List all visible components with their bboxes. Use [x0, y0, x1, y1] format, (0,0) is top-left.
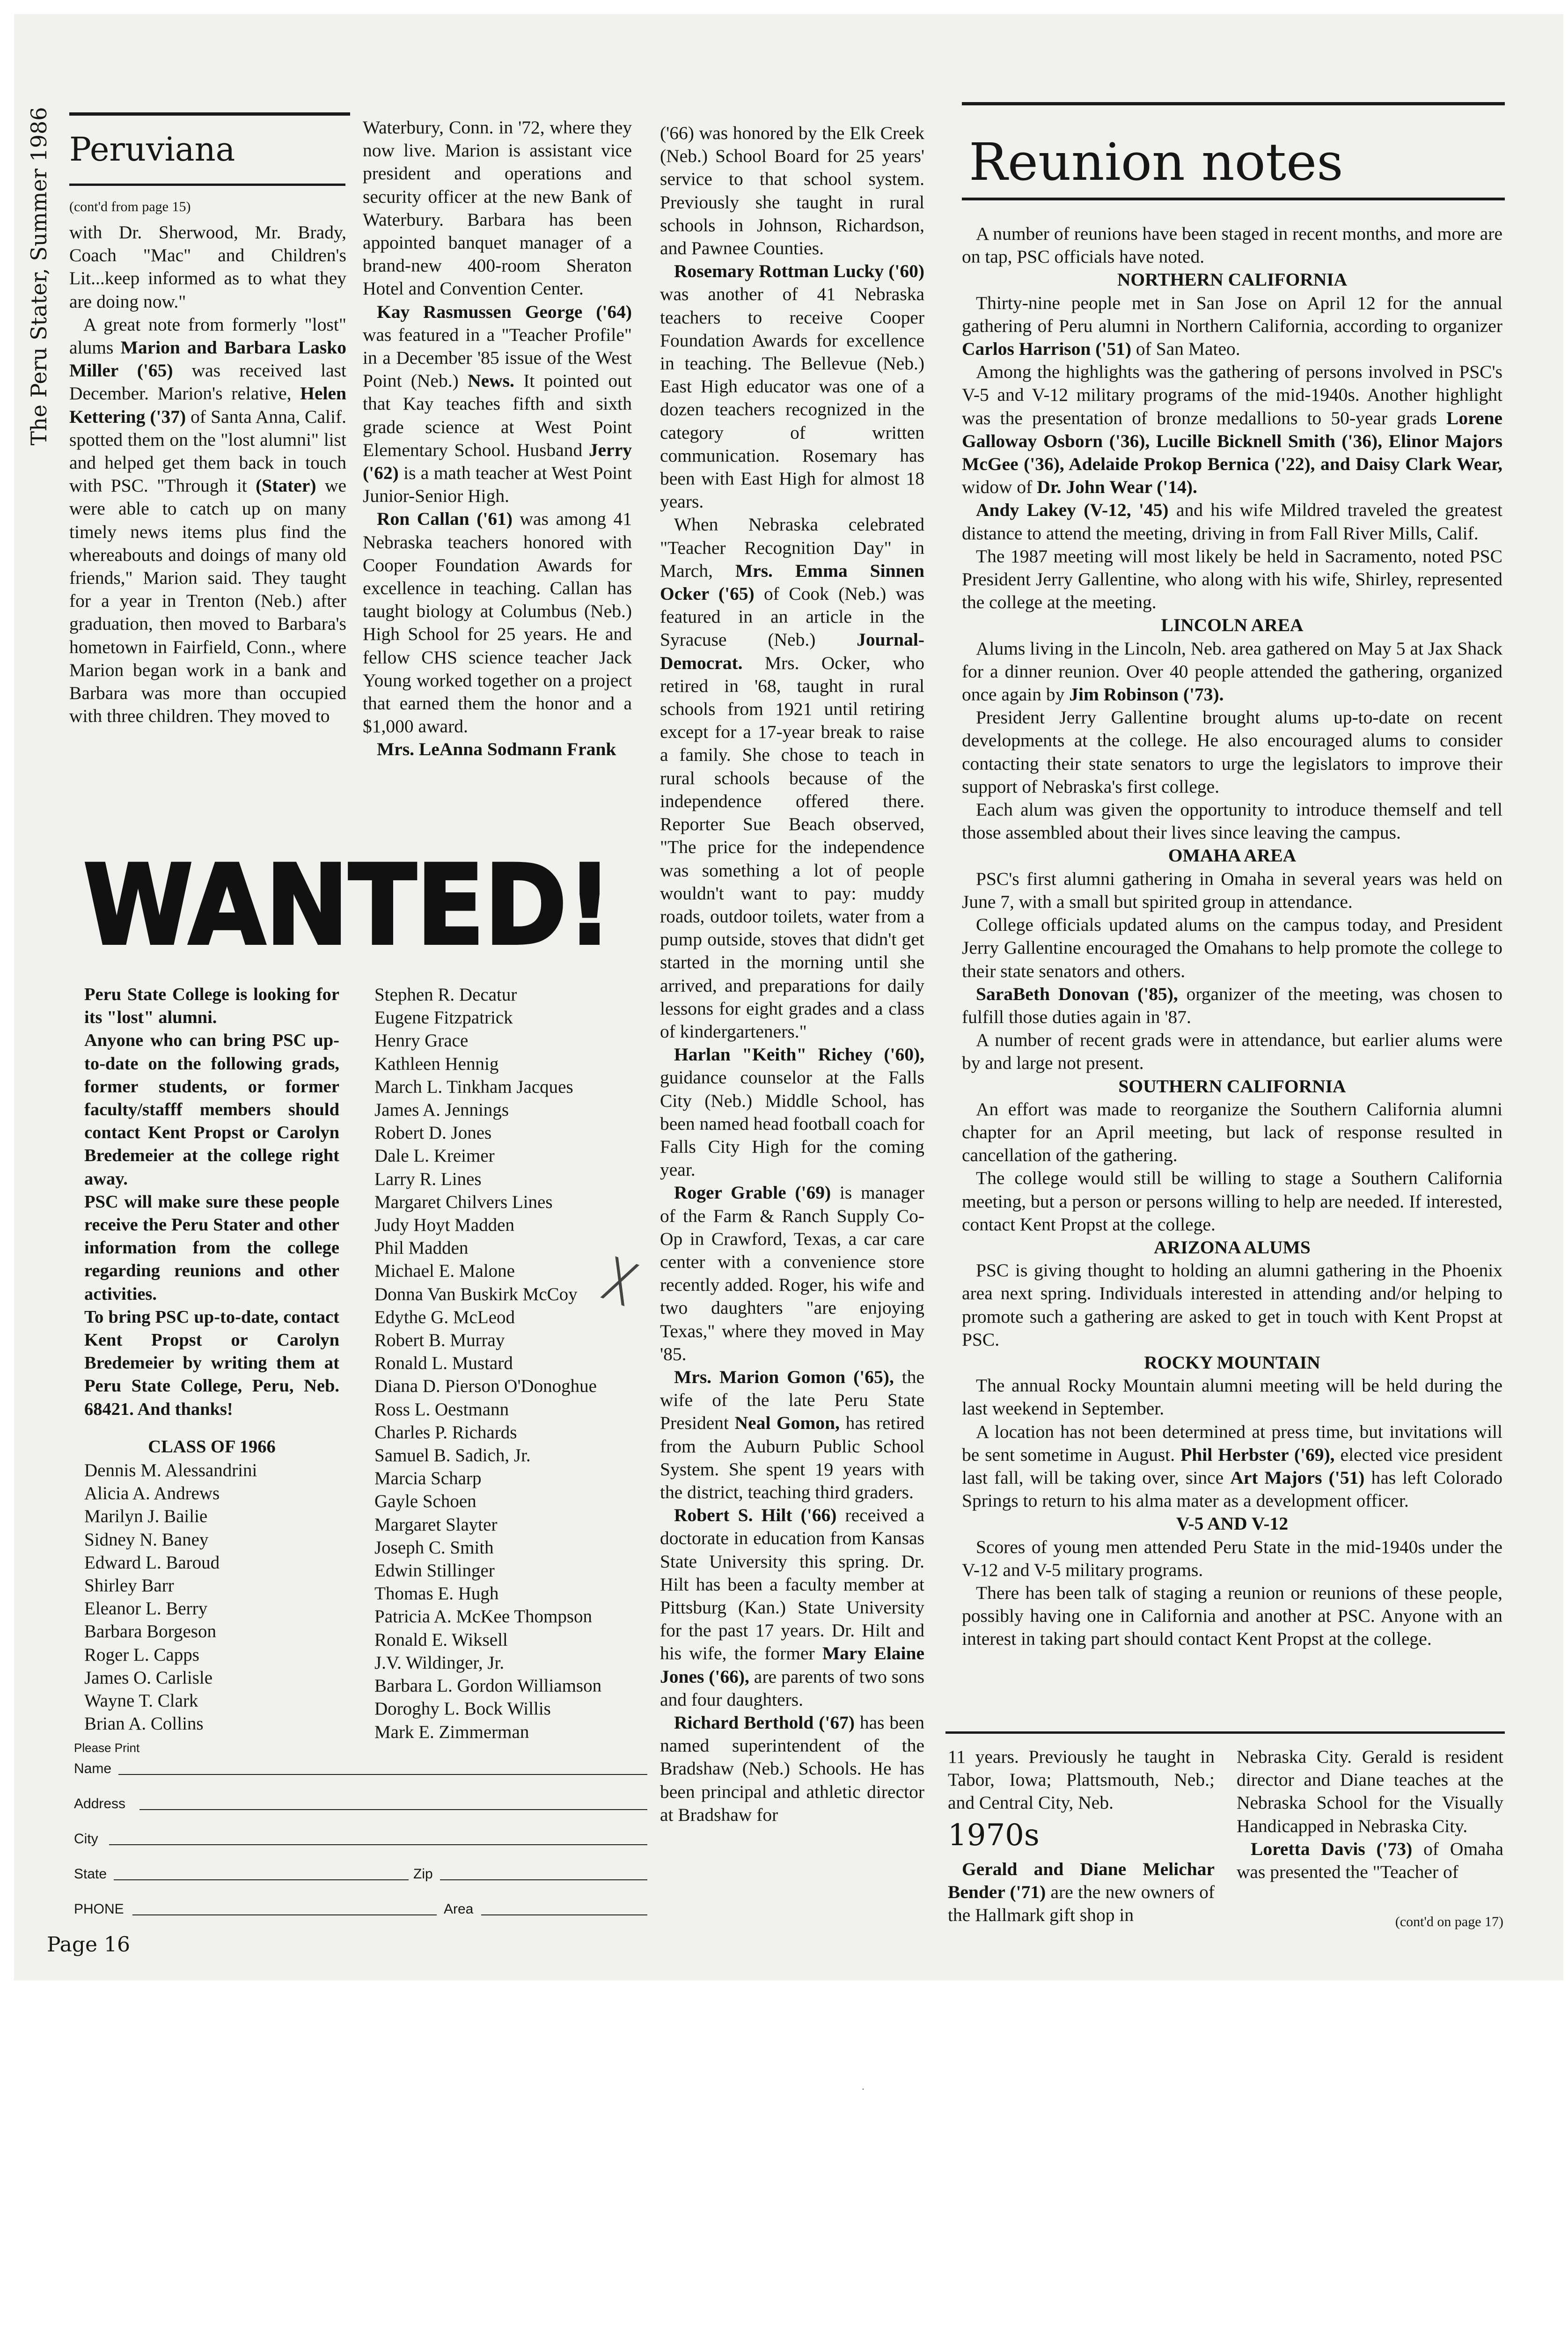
state-zip-row [74, 1855, 654, 1891]
alumni-name: Kathleen Hennig [374, 1053, 499, 1074]
paragraph: Mrs. LeAnna Sodmann Frank [377, 739, 616, 760]
zip-field[interactable] [440, 1879, 647, 1880]
paragraph: Peru State College is looking for its "lost" alumni. [84, 985, 339, 1028]
paragraph: The 1987 meeting will most likely be held in Sacramento, noted PSC President Jerry Gallentine, who along with his wife, Shirley, represented the college at the meeting. [962, 545, 1502, 613]
region-subheading: ARIZONA ALUMS [1154, 1237, 1311, 1258]
paragraph: The college would still be willing to stage a Southern California meeting, but a person or persons willing to help are needed. If interested, contact Kent Propst at the college. [962, 1168, 1502, 1235]
region-subheading: ROCKY MOUNTAIN [1144, 1352, 1320, 1373]
paragraph: When Nebraska celebrated "Teacher Recognition Day" in March, Mrs. Emma Sinnen Ocker ('65) of Cook (Neb.) was featured in an article in the Syracuse (Neb.) Journal-Democrat. Mrs. Ocker, who retired in '68, taught in rural schools from 1921 until retiring except for a 17-year break to raise a family. She chose to teach in rural schools because of the independence offered there. Reporter Sue Beach observed, "The price for the independence was something a lot of people wouldn't want to pay: muddy roads, outdoor toilets, water from a pump outside, stoves that didn't get started in the morning until she arrived, and preparations for daily lessons for eight grades and a class of kindergarteners." [660, 514, 925, 1042]
paragraph: A number of reunions have been staged in recent months, and more are on tap, PSC officials have noted. [962, 223, 1502, 267]
paragraph: PSC is giving thought to holding an alumni gathering in the Phoenix area next spring. Individuals interested in attending and/or helping to promote such a gathering are asked to get in touch with Kent Propst at PSC. [962, 1260, 1502, 1350]
alumni-name: Robert D. Jones [374, 1123, 492, 1143]
class-of-1966-heading: CLASS OF 1966 [148, 1437, 276, 1457]
alumni-name: Henry Grace [374, 1031, 469, 1051]
paragraph: President Jerry Gallentine brought alums up-to-date on recent developments at the college. He also encouraged alums to consider contacting their state senators to urge the legislators to improve their support of Nebraska's first college. [962, 707, 1502, 797]
pencil-mark: ╳ [602, 1259, 637, 1305]
alumni-name: Michael E. Malone [374, 1261, 515, 1281]
paragraph: Ron Callan ('61) was among 41 Nebraska teachers honored with Cooper Foundation Awards for excellence in teaching. Callan has taught biology at Columbus (Neb.) High School for 25 years. He and fellow CHS science teacher Jack Young worked together on a project that earned them the honor and a $1,000 award. [363, 508, 632, 737]
peruviana-column-1 [69, 221, 346, 728]
speck: · [861, 2083, 865, 2096]
alumni-name: Patricia A. McKee Thompson [374, 1606, 593, 1627]
paragraph: Scores of young men attended Peru State in the mid-1940s under the V-12 and V-5 military programs. [962, 1536, 1502, 1580]
wanted-banner [69, 847, 626, 969]
region-subheading: NORTHERN CALIFORNIA [1117, 269, 1348, 290]
paragraph: Alums living in the Lincoln, Neb. area gathered on May 5 at Jax Shack for a dinner reunion. Over 40 people attended the gathering, organized once again by Jim Robinson ('73). [962, 638, 1502, 705]
alumni-name: Ronald L. Mustard [374, 1353, 513, 1374]
paragraph: Richard Berthold ('67) has been named superintendent of the Bradshaw (Neb.) Schools. He has been principal and athletic director at Bradshaw for [660, 1712, 924, 1825]
paragraph: Rosemary Rottman Lucky ('60) was another of 41 Nebraska teachers to receive Cooper Foundation Awards for excellence in teaching. The Bellevue (Neb.) East High educator was one of a dozen teachers recognized in the category of written communication. Rosemary has been with East High for almost 18 years. [660, 261, 924, 512]
alumni-name: Edythe G. McLeod [374, 1307, 515, 1327]
area-field[interactable] [481, 1914, 647, 1915]
please-print-label: Please Print [74, 1741, 140, 1755]
region-subheading: V-5 AND V-12 [1176, 1513, 1289, 1534]
bottom-section-rule [945, 1731, 1505, 1734]
alumni-name: Thomas E. Hugh [374, 1583, 499, 1604]
loretta-davis-item: Loretta Davis ('73) of Omaha was presented the "Teacher of [1237, 1838, 1503, 1883]
phone-field[interactable] [132, 1914, 437, 1915]
paragraph: An effort was made to reorganize the Southern California alumni chapter for an April meeting, but lack of response resulted in cancellation of the gathering. [962, 1098, 1502, 1166]
alumni-name: Alicia A. Andrews [84, 1483, 220, 1504]
peruviana-column-2 [363, 116, 632, 761]
paragraph: A number of recent grads were in attendance, but earlier alums were by and large not present. [962, 1030, 1502, 1074]
paragraph: Harlan "Keith" Richey ('60), guidance counselor at the Falls City (Neb.) Middle School, has been named head football coach for Falls City High for the coming year. [660, 1044, 924, 1180]
paragraph: A location has not been determined at press time, but invitations will be sent sometime in August. Phil Herbster ('69), elected vice president last fall, will be taking over, since Art Majors ('51) has left Colorado Springs to return to his alma mater as a development officer. [962, 1421, 1503, 1511]
paragraph: Mrs. Marion Gomon ('65), the wife of the late Peru State President Neal Gomon, has retired from the Auburn Public School System. She spent 19 years with the district, teaching third graders. [660, 1366, 924, 1502]
alumni-name: Barbara L. Gordon Williamson [374, 1676, 602, 1696]
paragraph: Robert S. Hilt ('66) received a doctorate in education from Kansas State University this spring. Dr. Hilt has been a faculty member at Pittsburg (Kan.) State University for the past 17 years. Dr. Hilt and his wife, the former Mary Elaine Jones ('66), are parents of two sons and four daughters. [660, 1505, 925, 1710]
wanted-intro [84, 983, 339, 1421]
region-subheading: LINCOLN AREA [1161, 615, 1304, 636]
address-row [74, 1785, 654, 1820]
city-label: City [74, 1831, 98, 1847]
alumni-news-column-b [1237, 1745, 1503, 1884]
alumni-name: Marcia Scharp [374, 1468, 482, 1489]
bender-item: Gerald and Diane Melichar Bender ('71) are the new owners of the Hallmark gift shop in [948, 1858, 1215, 1926]
alumni-name: Mark E. Zimmerman [374, 1722, 529, 1742]
page-number: Page 16 [47, 1933, 131, 1957]
reunion-notes-body [962, 222, 1502, 1651]
wanted-banner-text: WANTED! [83, 847, 612, 969]
newspaper-page [14, 14, 1563, 1980]
alumni-name: J.V. Wildinger, Jr. [374, 1652, 505, 1673]
paragraph: Thirty-nine people met in San Jose on April 12 for the annual gathering of Peru alumni in Northern California, according to organizer Carlos Harrison ('51) of San Mateo. [962, 292, 1502, 360]
alumni-name: Samuel B. Sadich, Jr. [374, 1445, 531, 1466]
lost-alumni-list-a [84, 1459, 346, 1735]
lost-alumni-list-b [374, 983, 646, 1744]
name-row [74, 1758, 654, 1785]
alumni-name: Robert B. Murray [374, 1330, 505, 1351]
alumni-name: Joseph C. Smith [374, 1537, 494, 1558]
paragraph: A great note from formerly "lost" alums Marion and Barbara Lasko Miller ('65) was received last December. Marion's relative, Helen Kettering ('37) of Santa Anna, Calif. spotted them on the "lost alumni" list and helped get them back in touch with PSC. "Through it (Stater) we were able to catch up on many timely news items plus find the whereabouts and doings of many old friends," Marion said. They taught for a year in Trenton (Neb.) after graduation, then moved to Barbara's hometown in Fairfield, Conn., where Marion began work in a bank and Barbara was more than occupied with three children. They moved to [69, 314, 346, 727]
paragraph: ('66) was honored by the Elk Creek (Neb.) School Board for 25 years' service to that school system. Previously she taught in rural schools in Johnson, Richardson, and Pawnee Counties. [660, 123, 924, 259]
contact-form [74, 1741, 654, 1926]
alumni-name: Margaret Chilvers Lines [374, 1192, 553, 1212]
alumni-name: March L. Tinkham Jacques [374, 1076, 573, 1097]
reunion-top-rule [962, 102, 1505, 105]
continued-on-note: (cont'd on page 17) [1395, 1914, 1503, 1929]
alumni-name: Edward L. Baroud [84, 1552, 220, 1573]
paragraph: There has been talk of staging a reunion or reunions of these people, possibly having one in California and another at PSC. Anyone with an interest in taking part should contact Kent Propst at the college. [962, 1582, 1502, 1649]
alumni-name: Ronald E. Wiksell [374, 1629, 508, 1650]
paragraph: SaraBeth Donovan ('85), organizer of the meeting, was chosen to fulfill those duties again in '87. [962, 983, 1503, 1027]
alumni-name: Doroghy L. Bock Willis [374, 1699, 551, 1719]
alumni-name: Stephen R. Decatur [374, 985, 517, 1005]
paragraph: Among the highlights was the gathering of persons involved in PSC's V-5 and V-12 military programs of the mid-1940s. Another highlight was the presentation of bronze medallions to 50-year grads Lorene Galloway Osborn ('36), Lucille Bicknell Smith ('36), Elinor Majors McGee ('36), Adelaide Prokop Bernica ('22), and Daisy Clark Wear, widow of Dr. John Wear ('14). [962, 361, 1502, 498]
state-field[interactable] [114, 1879, 409, 1880]
peruviana-title: Peruviana [69, 130, 235, 169]
alumni-name: Ross L. Oestmann [374, 1399, 509, 1420]
city-row [74, 1820, 654, 1855]
paragraph: Anyone who can bring PSC up-to-date on the following grads, former students, or former faculty/stafff members should contact Kent Propst or Carolyn Bredemeier at the college right away. [84, 1031, 339, 1189]
alumni-name: Roger L. Capps [84, 1644, 199, 1665]
alumni-name: Brian A. Collins [84, 1714, 204, 1734]
alumni-name: Dale L. Kreimer [374, 1146, 495, 1166]
alumni-name: Barbara Borgeson [84, 1621, 216, 1642]
alumni-news-column-a [948, 1745, 1215, 1927]
paragraph: To bring PSC up-to-date, contact Kent Propst or Carolyn Bredemeier by writing them at Peru State College, Peru, Neb. 68421. And thanks! [84, 1307, 339, 1419]
alumni-name: Larry R. Lines [374, 1169, 482, 1189]
paragraph: Andy Lakey (V-12, '45) and his wife Mildred traveled the greatest distance to attend the meeting, driving in from Fall River Mills, Calif. [962, 500, 1502, 544]
title-rule [69, 184, 345, 186]
address-label: Address [74, 1796, 126, 1811]
alumni-name: Margaret Slayter [374, 1514, 498, 1535]
paragraph: Each alum was given the opportunity to introduce themself and tell those assembled about their lives since leaving the campus. [962, 799, 1502, 843]
address-field[interactable] [139, 1809, 647, 1810]
alumni-name: Dennis M. Alessandrini [84, 1460, 257, 1480]
top-rule [69, 112, 350, 116]
phone-label: PHONE [74, 1901, 124, 1917]
paragraph: PSC's first alumni gathering in Omaha in several years was held on June 7, with a small but spirited group in attendance. [962, 868, 1502, 912]
paragraph: College officials updated alums on the campus today, and President Jerry Gallentine encouraged the Omahans to help promote the college to their state senators and others. [962, 914, 1502, 981]
alumni-name: Phil Madden [374, 1238, 469, 1259]
alumni-name: Shirley Barr [84, 1575, 174, 1596]
vertical-masthead [22, 98, 55, 454]
paragraph: Waterbury, Conn. in '72, where they now live. Marion is assistant vice president and operations and security officer at the new Bank of Waterbury. Barbara has been appointed banquet manager of a brand-new 400-room Sheraton Hotel and Convention Center. [363, 117, 632, 299]
zip-label: Zip [413, 1866, 433, 1882]
alumni-name: Charles P. Richards [374, 1422, 517, 1443]
decade-heading-1970s: 1970s [948, 1818, 1040, 1853]
alumni-name: James O. Carlisle [84, 1667, 213, 1688]
alumni-name: Marilyn J. Bailie [84, 1506, 208, 1527]
paragraph: Roger Grable ('69) is manager of the Farm & Ranch Supply Co-Op in Crawford, Texas, a car care center with a convenience store recently added. Roger, his wife and two daughters "are enjoying Texas," where they moved in May '85. [660, 1182, 924, 1364]
continued-from-note: (cont'd from page 15) [69, 199, 191, 214]
paragraph: The annual Rocky Mountain alumni meeting will be held during the last weekend in September. [962, 1375, 1502, 1419]
alumni-name: Eugene Fitzpatrick [374, 1008, 513, 1028]
alumni-name: Donna Van Buskirk McCoy [374, 1284, 578, 1304]
alumni-name: Diana D. Pierson O'Donoghue [374, 1376, 597, 1397]
reunion-title-rule [962, 198, 1505, 200]
alumni-name: James A. Jennings [374, 1100, 509, 1120]
masthead-text: The Peru Stater, Summer 1986 [26, 107, 51, 446]
paragraph: Kay Rasmussen George ('64) was featured in a "Teacher Profile" in a December '85 issue of the West Point (Neb.) News. It pointed out that Kay teaches fifth and sixth grade science at West Point Elementary School. Husband Jerry ('62) is a math teacher at West Point Junior-Senior High. [363, 301, 632, 507]
alumni-name: Gayle Schoen [374, 1491, 476, 1512]
reunion-notes-title: Reunion notes [969, 132, 1343, 192]
name-label: Name [74, 1761, 112, 1776]
peruviana-column-3 [660, 122, 924, 1826]
phone-row [74, 1891, 654, 1926]
alumni-name: Sidney N. Baney [84, 1529, 209, 1550]
city-field[interactable] [109, 1844, 647, 1845]
alumni-name: Judy Hoyt Madden [374, 1215, 514, 1236]
area-label: Area [444, 1901, 474, 1917]
region-subheading: SOUTHERN CALIFORNIA [1118, 1075, 1346, 1097]
alumni-name: Edwin Stillinger [374, 1561, 495, 1581]
state-label: State [74, 1866, 107, 1882]
wanted-banner-art [69, 847, 626, 969]
alumni-name: Eleanor L. Berry [84, 1598, 208, 1619]
alumni-name: Wayne T. Clark [84, 1691, 198, 1711]
previous-teaching-text: 11 years. Previously he taught in Tabor, Iowa; Plattsmouth, Neb.; and Central City, Neb. [948, 1746, 1215, 1813]
region-subheading: OMAHA AREA [1168, 845, 1297, 866]
paragraph: PSC will make sure these people receive the Peru Stater and other information from the college regarding reunions and other activities. [84, 1192, 339, 1304]
name-field[interactable] [118, 1774, 647, 1775]
nebraska-city-item: Nebraska City. Gerald is resident director and Diane teaches at the Nebraska School for the Visually Handicapped in Nebraska City. [1237, 1746, 1503, 1836]
paragraph: with Dr. Sherwood, Mr. Brady, Coach "Mac" and Children's Lit...keep informed as to what they are doing now." [69, 222, 346, 312]
